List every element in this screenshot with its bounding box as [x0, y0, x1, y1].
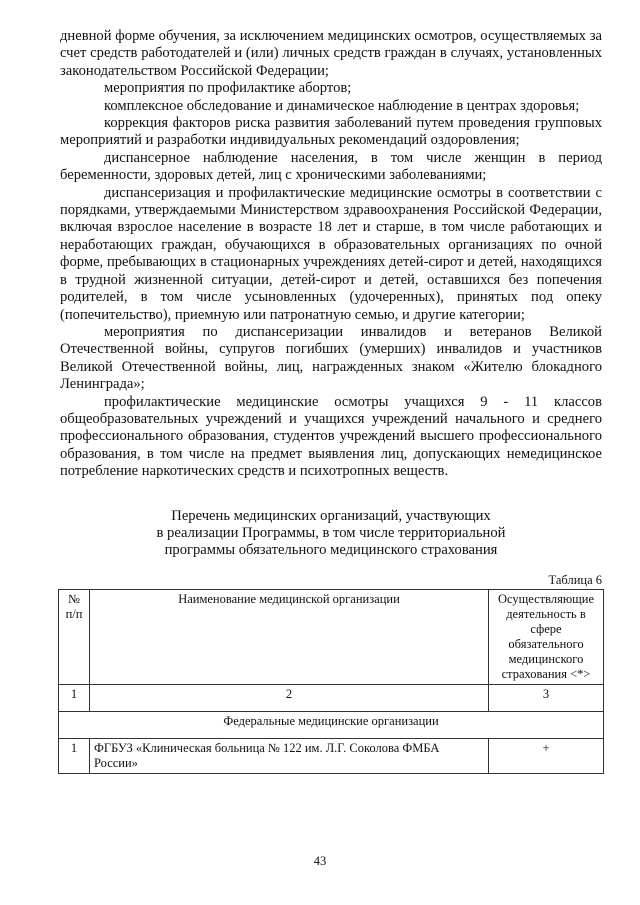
table-caption: Таблица 6: [548, 572, 602, 587]
header-num: № п/п: [59, 589, 90, 684]
row-activity: +: [489, 738, 604, 773]
index-num: 1: [59, 684, 90, 711]
heading-line: в реализации Программы, в том числе территориальной: [156, 524, 506, 541]
section-heading: [60, 508, 602, 560]
heading-line: программы обязательного медицинского страхования: [164, 542, 498, 559]
paragraph: мероприятия по профилактике абортов;: [104, 80, 352, 97]
paragraph: дневной форме обучения, за исключением медицинских осмотров, осуществляемых за счет средств работодателей и (или) личных средств граждан в случаях, установленных законодательством Российской Федерации;: [60, 28, 602, 79]
page-number: 43: [313, 854, 327, 868]
table-row: [59, 738, 604, 773]
paragraph: мероприятия по диспансеризации инвалидов и ветеранов Великой Отечественной войны, супругов погибших (умерших) инвалидов и участников Великой Отечественной войны, лиц, награжденных знаком «Жителю блокадного Ленинграда»;: [60, 323, 602, 393]
index-activity: 3: [489, 684, 604, 711]
table-header-row: [59, 589, 604, 684]
index-name: 2: [90, 684, 489, 711]
organizations-table: [58, 589, 604, 774]
paragraph: диспансеризация и профилактические медицинские осмотры в соответствии с порядками, утверждаемыми Министерством здравоохранения Российской Федерации, включая взрослое население в возрасте 18 лет и старше, в том числе работающих и неработающих граждан, обучающихся в образовательных организациях по очной форме, пребывающих в стационарных учреждениях детей-сирот и детей, находящихся в трудной жизненной ситуации, детей-сирот и детей, оставшихся без попечения родителей, в том числе усыновленных (удочеренных), принятых под опеку (попечительство), приемную или патронатную семью, и другие категории;: [60, 184, 602, 323]
header-name: Наименование медицинской организации: [90, 589, 489, 684]
paragraph: профилактические медицинские осмотры учащихся 9 - 11 классов общеобразовательных учреждений и учащихся учреждений начального и среднего профессионального образования, студентов учреждений высшего профессионального образования, в том числе на предмет выявления лиц, допускающих немедицинское потребление наркотических средств и психотропных веществ.: [60, 393, 602, 480]
paragraph: коррекция факторов риска развития заболеваний путем проведения групповых мероприятий и разработки индивидуальных рекомендаций оздоровления;: [60, 115, 602, 149]
paragraph: комплексное обследование и динамическое наблюдение в центрах здоровья;: [104, 97, 580, 114]
heading-line: Перечень медицинских организаций, участвующих: [171, 507, 491, 524]
row-name: ФГБУЗ «Клиническая больница № 122 им. Л.Г. Соколова ФМБА России»: [90, 738, 489, 773]
table-index-row: [59, 684, 604, 711]
document-page: [60, 28, 602, 774]
header-activity: Осуществляющие деятельность в сфере обязательного медицинского страхования <*>: [489, 589, 604, 684]
paragraph: диспансерное наблюдение населения, в том числе женщин в период беременности, здоровых детей, лиц с хроническими заболеваниями;: [60, 149, 602, 184]
body-text: [60, 28, 602, 481]
section-label: Федеральные медицинские организации: [59, 711, 604, 738]
row-num: 1: [59, 738, 90, 773]
table-section-row: [59, 711, 604, 738]
